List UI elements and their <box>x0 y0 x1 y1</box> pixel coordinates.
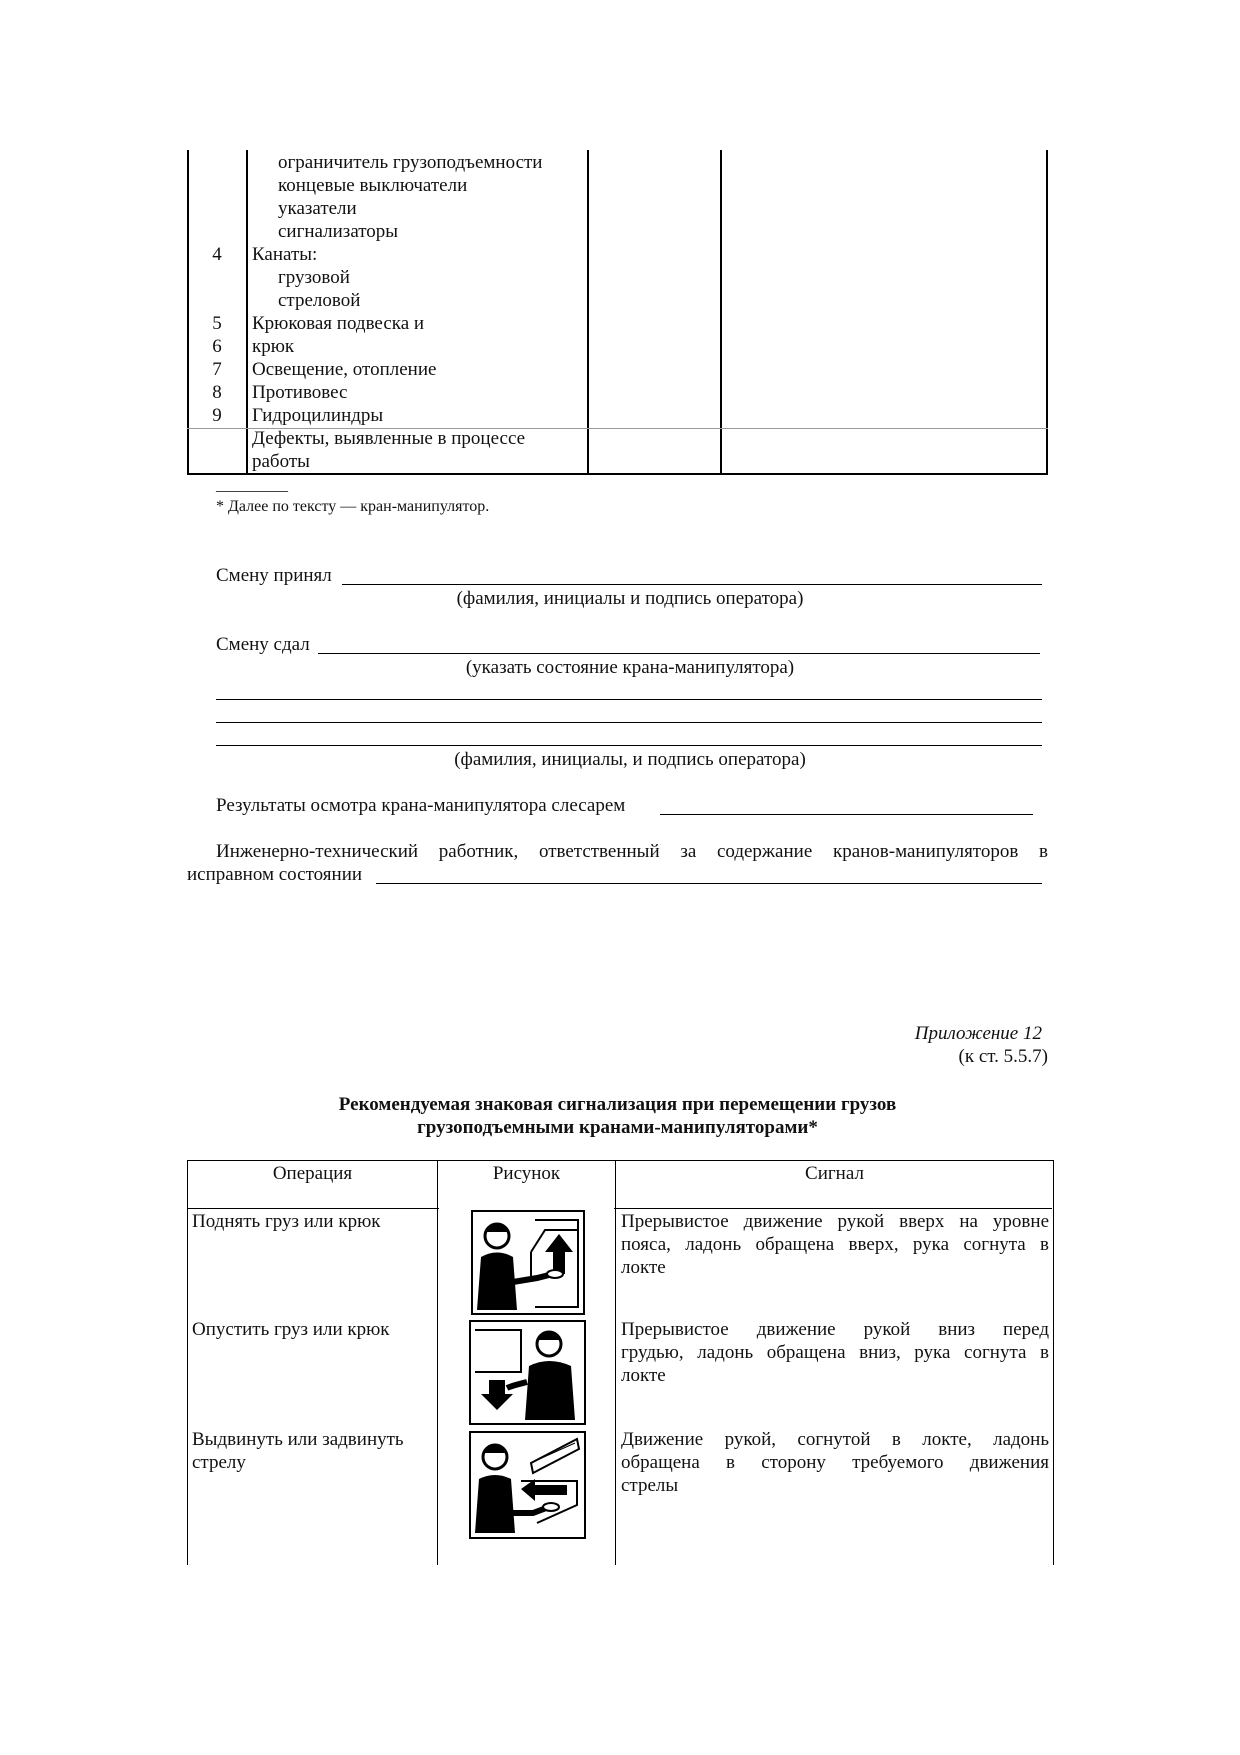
row-number: 9 <box>212 405 222 426</box>
engineer-line-1: Инженерно-технический работник, ответственный за содержание кранов-манипуляторов в <box>216 841 1048 862</box>
footnote-rule: _________ <box>216 477 288 494</box>
row-text: работы <box>252 451 310 472</box>
signal-line: грудью, ладонь обращена вниз, рука согнута в <box>621 1342 1049 1363</box>
row-text: грузовой <box>278 267 350 288</box>
shift-accepted-caption: (фамилия, инициалы и подпись оператора) <box>456 588 804 609</box>
signal-table-header-bottom <box>614 1208 1052 1209</box>
header-picture: Рисунок <box>492 1163 561 1184</box>
row-text: Дефекты, выявленные в процессе <box>252 428 526 449</box>
table-border-left <box>187 150 189 475</box>
engineer-line[interactable] <box>376 883 1042 884</box>
row-number: 8 <box>212 382 222 403</box>
shift-accepted-label: Смену принял <box>216 565 332 586</box>
appendix-ref: (к ст. 5.5.7) <box>958 1046 1048 1067</box>
table-border-bottom <box>187 473 1048 475</box>
shift-handed-caption: (указать состояние крана-манипулятора) <box>465 657 795 678</box>
row-number: 6 <box>212 336 222 357</box>
header-signal: Сигнал <box>805 1163 864 1184</box>
row-text: Гидроцилиндры <box>252 405 384 426</box>
row-text: крюк <box>252 336 295 357</box>
signal-line: Прерывистое движение рукой вверх на уровне <box>621 1211 1049 1232</box>
appendix-title-line-2: грузоподъемными кранами-манипуляторами* <box>417 1117 818 1138</box>
footnote-text: * Далее по тексту — кран-манипулятор. <box>216 498 490 515</box>
table-border-col2 <box>587 150 589 475</box>
signal-table-col2 <box>615 1160 616 1565</box>
row-text: Освещение, отопление <box>252 359 437 380</box>
signal-line: локте <box>621 1257 666 1278</box>
signal-line: пояса, ладонь обращена вверх, рука согнута в <box>621 1234 1049 1255</box>
person-lowering-hand-down-arrow-icon <box>469 1320 586 1425</box>
operation-text: Опустить груз или крюк <box>192 1319 390 1340</box>
shift-handed-label: Смену сдал <box>216 634 310 655</box>
signal-table-top <box>187 1160 1053 1161</box>
inspection-line[interactable] <box>660 814 1033 815</box>
signal-line: стрелы <box>621 1475 679 1496</box>
signal-text <box>621 1210 1049 1279</box>
row-text: стреловой <box>278 290 361 311</box>
signal-text <box>621 1428 1049 1497</box>
signal-line: Движение рукой, согнутой в локте, ладонь <box>621 1429 1049 1450</box>
signal-line: Прерывистое движение рукой вниз перед <box>621 1319 1049 1340</box>
operation-text: Поднять груз или крюк <box>192 1211 381 1232</box>
table-border-right <box>1046 150 1048 475</box>
row-number: 4 <box>212 244 222 265</box>
condition-line-1[interactable] <box>216 699 1042 700</box>
person-pointing-boom-arrow-icon <box>469 1431 586 1539</box>
row-text: концевые выключатели <box>278 175 468 196</box>
signal-line: обращена в сторону требуемого движения <box>621 1452 1049 1473</box>
row-text: Противовес <box>252 382 348 403</box>
shift-handed-line[interactable] <box>318 653 1040 654</box>
shift-accepted-line[interactable] <box>342 584 1042 585</box>
appendix-label: Приложение 12 <box>914 1023 1042 1044</box>
engineer-line-2: исправном состоянии <box>187 864 363 885</box>
condition-line-2[interactable] <box>216 722 1042 723</box>
person-raising-hand-up-arrow-icon <box>471 1210 585 1315</box>
row-text: ограничитель грузоподъемности <box>278 152 543 173</box>
header-operation: Операция <box>272 1163 353 1184</box>
table-border-col1 <box>246 150 248 475</box>
operation-text: стрелу <box>192 1452 246 1473</box>
row-text: Канаты: <box>252 244 318 265</box>
inspection-label: Результаты осмотра крана-манипулятора слесарем <box>216 795 626 816</box>
row-text: сигнализаторы <box>278 221 399 242</box>
table-border-col3 <box>720 150 722 475</box>
signal-table-right <box>1053 1160 1054 1565</box>
condition-line-3[interactable] <box>216 745 1042 746</box>
row-text: Крюковая подвеска и <box>252 313 425 334</box>
shift-handed-caption-2: (фамилия, инициалы, и подпись оператора) <box>454 749 806 770</box>
signal-table-col1 <box>437 1160 438 1565</box>
row-number: 5 <box>212 313 222 334</box>
appendix-title-line-1: Рекомендуемая знаковая сигнализация при перемещении грузов <box>338 1094 897 1115</box>
row-number: 7 <box>212 359 222 380</box>
signal-table-left <box>187 1160 188 1565</box>
operation-text: Выдвинуть или задвинуть <box>192 1429 404 1450</box>
signal-table-header-bottom <box>187 1208 439 1209</box>
signal-line: локте <box>621 1365 666 1386</box>
row-text: указатели <box>278 198 357 219</box>
signal-text <box>621 1318 1049 1387</box>
